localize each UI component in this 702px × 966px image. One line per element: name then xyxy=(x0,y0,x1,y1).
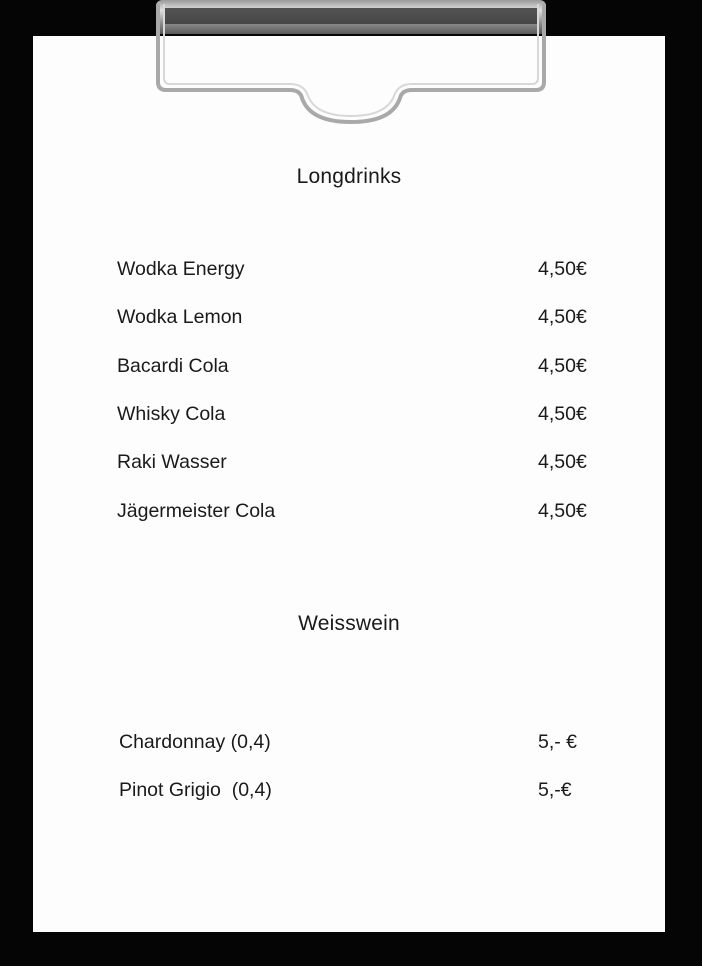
item-name: Pinot Grigio (0,4) xyxy=(119,779,272,801)
menu-item xyxy=(117,304,597,330)
item-name: Chardonnay (0,4) xyxy=(119,731,271,753)
item-price: 4,50€ xyxy=(538,500,587,522)
item-name: Whisky Cola xyxy=(117,403,226,425)
menu-item xyxy=(117,498,597,524)
menu-item xyxy=(117,256,597,282)
section-title: Weisswein xyxy=(298,612,400,635)
menu-item xyxy=(119,777,599,803)
menu-item xyxy=(117,401,597,427)
item-name: Wodka Lemon xyxy=(117,306,243,328)
menu-item xyxy=(117,353,597,379)
item-price: 4,50€ xyxy=(538,355,587,377)
item-price: 4,50€ xyxy=(538,306,587,328)
item-price: 4,50€ xyxy=(538,451,587,473)
menu-item xyxy=(119,729,599,755)
item-name: Wodka Energy xyxy=(117,258,245,280)
item-price: 5,- € xyxy=(538,731,578,753)
clipboard-clip-icon xyxy=(150,0,552,128)
item-price: 4,50€ xyxy=(538,258,587,280)
menu-item xyxy=(117,449,597,475)
item-name: Bacardi Cola xyxy=(117,355,229,377)
item-name: Raki Wasser xyxy=(117,451,227,473)
section-title: Longdrinks xyxy=(296,165,402,188)
item-name: Jägermeister Cola xyxy=(117,500,276,522)
item-price: 5,-€ xyxy=(538,779,572,801)
item-price: 4,50€ xyxy=(538,403,587,425)
